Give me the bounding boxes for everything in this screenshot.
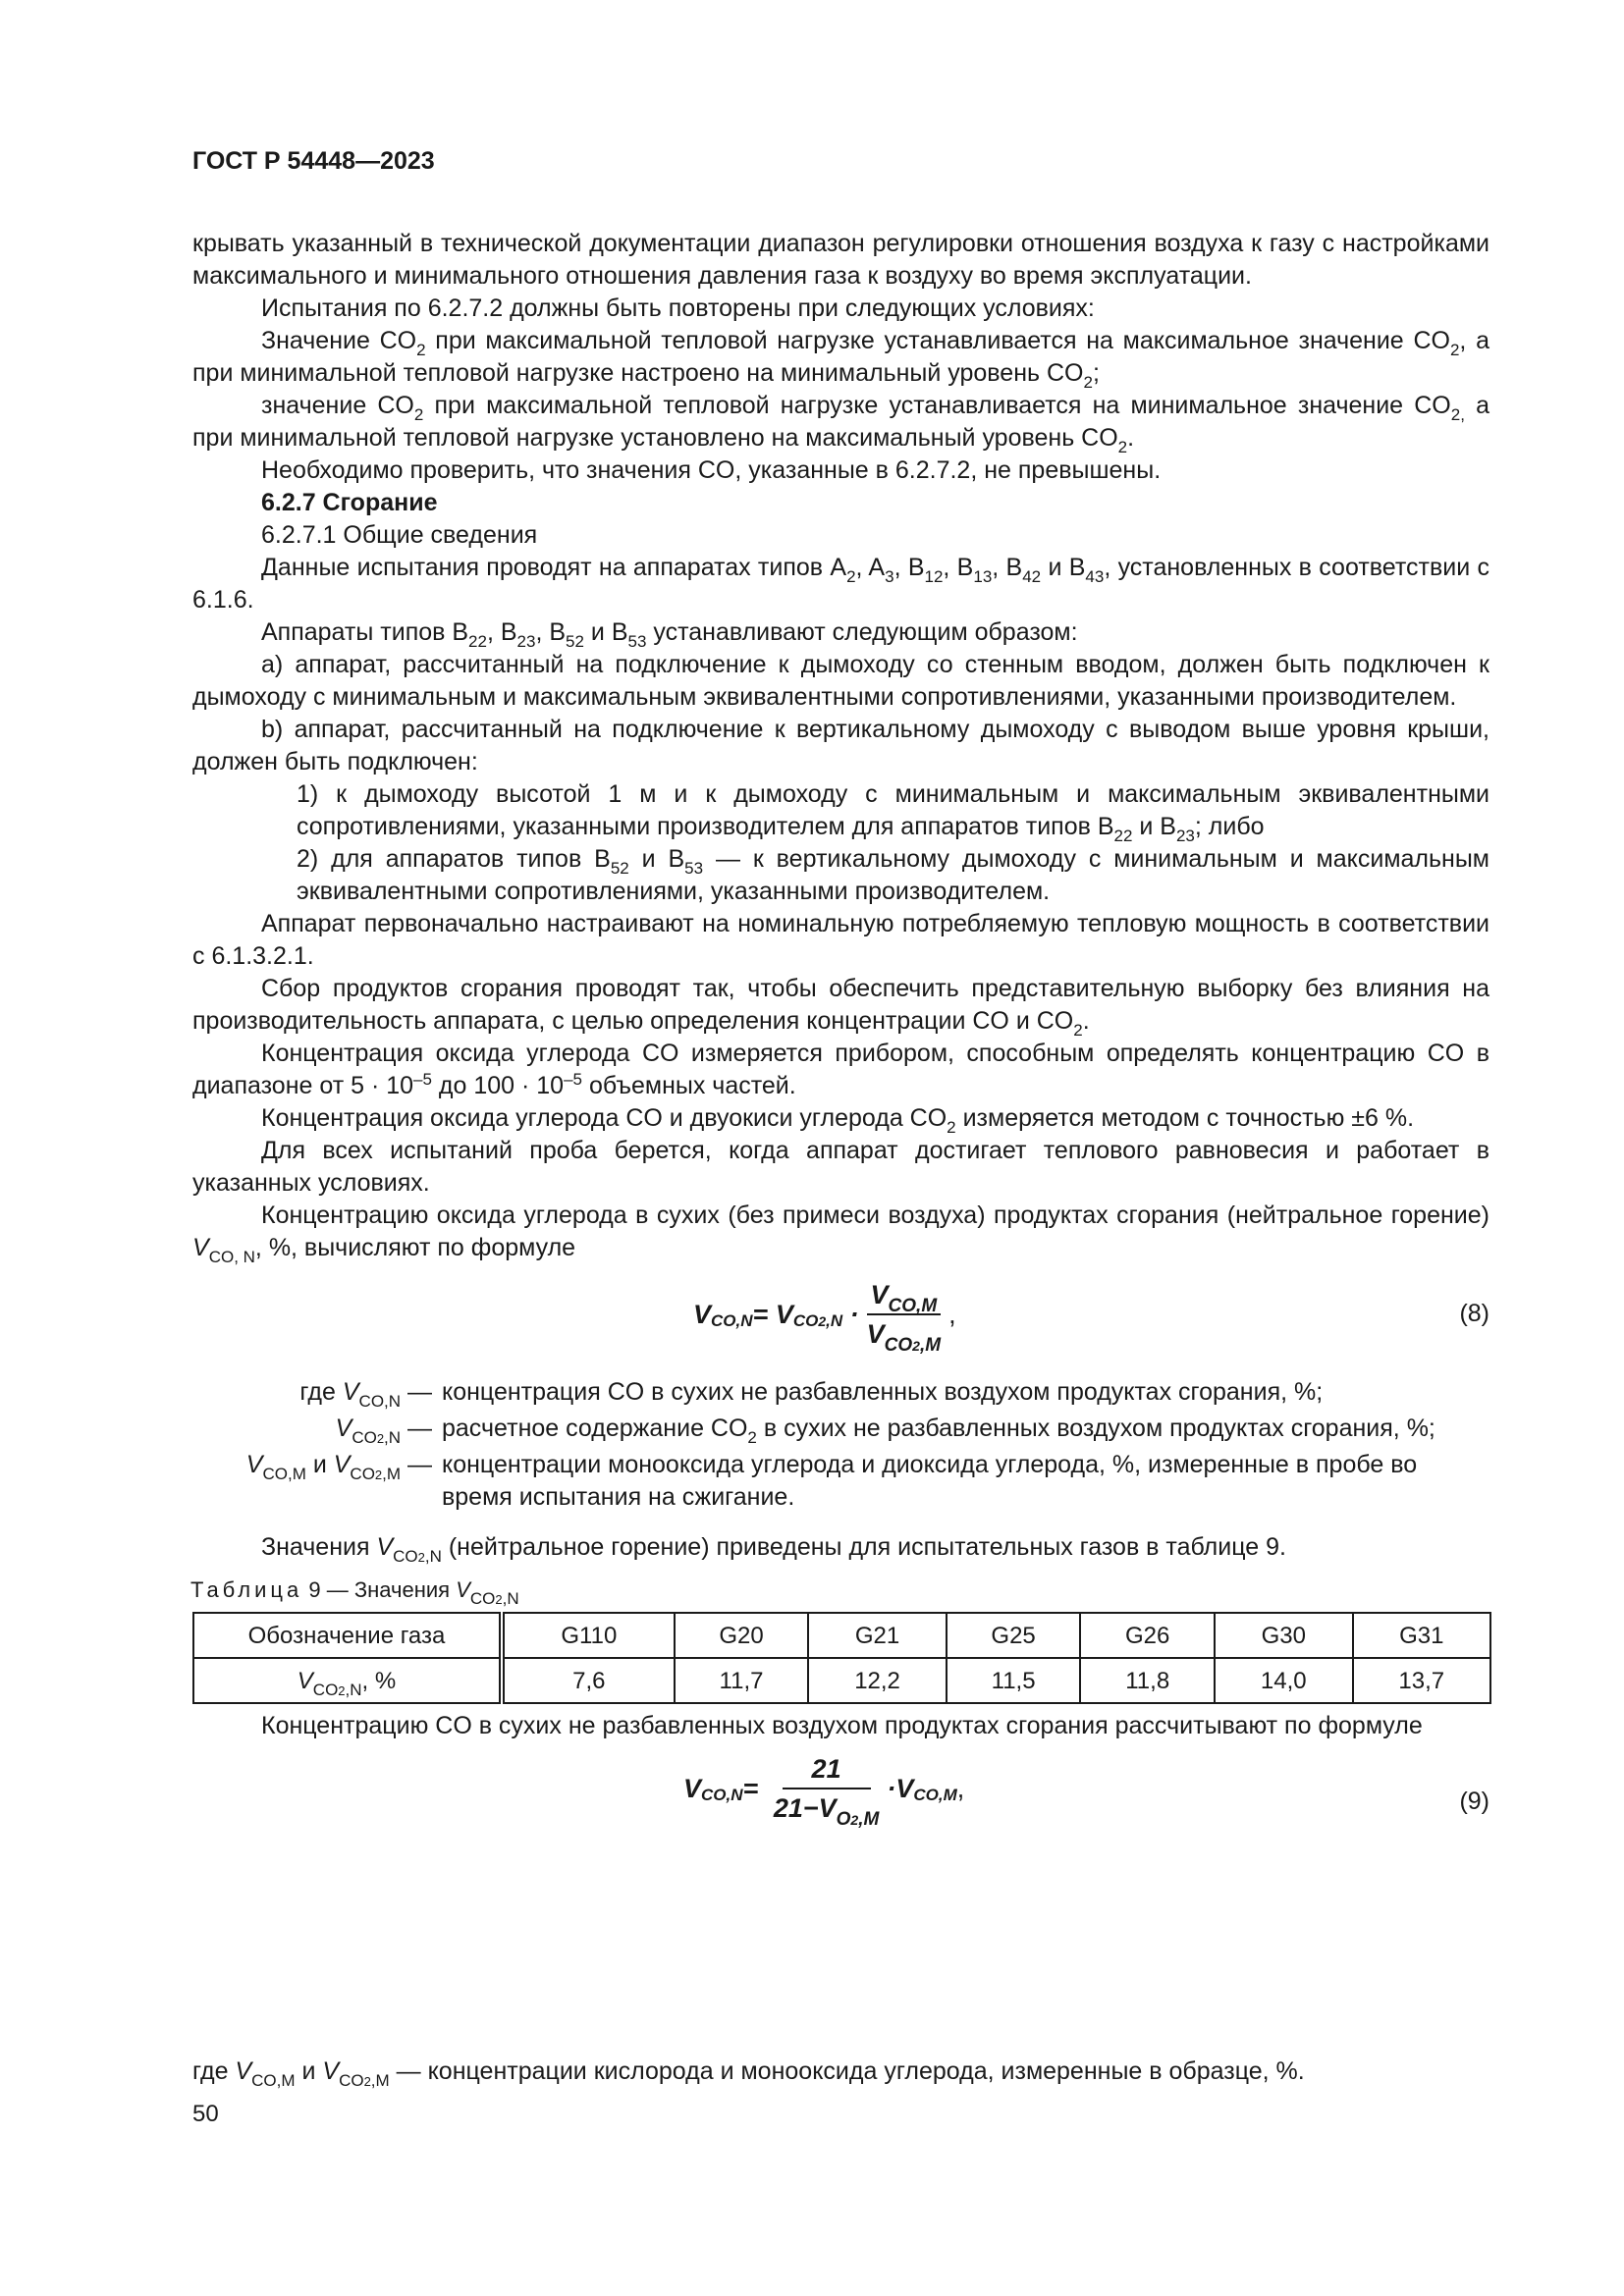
table-cell: G25 [947,1613,1081,1658]
section-heading: 6.2.7 Сгорание [261,489,438,516]
table-cell: G26 [1080,1613,1215,1658]
table-cell: 14,0 [1215,1658,1352,1703]
table-row [193,1658,1490,1703]
paragraph: Концентрация оксида углерода CO и двуокиси углерода $CO_2$ измеряется методом с точностью ±6 %. [261,1104,1415,1137]
table-cell: G21 [808,1613,946,1658]
table-cell: 13,7 [1353,1658,1491,1703]
paragraph: Сбор продуктов сгорания проводят так, чтобы обеспечить представительную выборку без влияния на производительность аппарата, с целью определения концентрации CO и $CO_2$. [192,975,1489,1040]
formula-expression: V $_{CO,N}$ = V $_{CO2,N}$ · $\frac{V_{CO,M}}{V_{CO2,M}}$ , [693,1279,956,1356]
table-header-cell: Обозначение газа [193,1613,502,1658]
paragraph: Значение $CO_2$ при максимальной тепловой нагрузке устанавливается на максимальное значение $CO_2$, а при минимальной тепловой нагрузке настроено на минимальный уровень $CO_2$; [192,327,1489,392]
table-cell: G31 [1353,1613,1491,1658]
paragraph: Концентрацию CO в сухих не разбавленных воздухом продуктах сгорания рассчитывают по формуле [261,1712,1423,1739]
definition-term: $V_{CO,M}$ и $V_{CO2,M}$ — [245,1451,432,1483]
table-cell: 7,6 [502,1658,675,1703]
table-caption: Таблица 9 — Значения $V_{CO2,N}$ [190,1577,519,1608]
document-header: ГОСТ Р 54448—2023 [192,147,435,175]
paragraph: Концентрация оксида углерода CO измеряется прибором, способным определять концентрацию CO в диапазоне от $5 \cdot 10^{-5}$ до $100 \cdot 10^{-5}$ объемных частей. [192,1040,1489,1099]
paragraph: значение $CO_2$ при максимальной тепловой нагрузке устанавливается на минимальное значение $CO_{2,}$ а при минимальной тепловой нагрузке установлено на максимальный уровень $CO_2$. [192,392,1489,456]
table-cell: 11,5 [947,1658,1081,1703]
formula-number: (8) [1459,1300,1489,1327]
list-item: b) аппарат, рассчитанный на подключение к вертикальному дымоходу с выводом выше уровня крыши, должен быть подключен: [192,716,1489,775]
table-cell: 11,8 [1080,1658,1215,1703]
definition-text: концентрация CO в сухих не разбавленных воздухом продуктах сгорания, %; [442,1378,1324,1406]
fraction: $\frac{V_{CO,M}}{V_{CO2,M}}$ [866,1279,942,1356]
formula-definitions [192,1376,1489,1514]
data-table [192,1612,1491,1704]
list-item: 2) для аппаратов типов $B_{52}$ и $B_{53}$ — к вертикальному дымоходу с минимальным и максимальным эквивалентными сопротивлениями, указанными производителем. [297,845,1489,905]
table-cell: G110 [502,1613,675,1658]
list-item: a) аппарат, рассчитанный на подключение к дымоходу со стенным вводом, должен быть подключен к дымоходу с минимальным и максимальным эквивалентными сопротивлениями, указанными производителем. [192,651,1489,711]
formula-number: (9) [1459,1788,1489,1815]
table-header-cell: $V_{CO2,N}$, % [193,1658,502,1703]
formula-8 [192,1272,1489,1357]
fraction: $\frac{21}{21-V_{O2,M}}$ [773,1753,880,1830]
table-cell: G20 [675,1613,809,1658]
paragraph: крывать указанный в технической документации диапазон регулировки отношения воздуха к газу с настройками максимального и минимального отношения давления газа к воздуху во время эксплуатации. [192,230,1489,290]
paragraph: Аппараты типов $B_{22}$, $B_{23}$, $B_{52}$ и $B_{53}$ устанавливают следующим образом: [261,618,1078,651]
paragraph: Испытания по 6.2.7.2 должны быть повторены при следующих условиях: [261,294,1095,322]
page-number: 50 [192,2101,219,2127]
page-content [192,145,1489,1841]
footnote-definition: где $V_{CO,M}$ и $V_{CO2,M}$ — концентрации кислорода и монооксида углерода, измеренные в образце, %. [192,2057,1305,2090]
definition-text: концентрации монооксида углерода и диоксида углерода, %, измеренные в пробе во время испытания на сжигание. [442,1451,1418,1511]
definition-text: расчетное содержание $CO_2$ в сухих не разбавленных воздухом продуктах сгорания, %; [442,1415,1435,1447]
paragraph: Концентрацию оксида углерода в сухих (без примеси воздуха) продуктах сгорания (нейтральное горение) $V_{CO, N}$, %, вычисляют по формуле [192,1201,1489,1266]
definition-term: $V_{CO2,N}$ — [335,1415,432,1447]
list-item: 1) к дымоходу высотой 1 м и к дымоходу с минимальным и максимальным эквивалентными сопротивлениями, указанными производителем для аппаратов типов $B_{22}$ и $B_{23}$; либо [297,780,1489,845]
formula-expression: V $_{CO,N}$ = $\frac{21}{21-V_{O2,M}}$ · V $_{CO,M}$ , [683,1753,965,1830]
paragraph: Значения $V_{CO2,N}$ (нейтральное горение) приведены для испытательных газов в таблице 9. [261,1533,1286,1566]
table-cell: 12,2 [808,1658,946,1703]
paragraph: Необходимо проверить, что значения CO, указанные в 6.2.7.2, не превышены. [261,456,1162,484]
paragraph: Аппарат первоначально настраивают на номинальную потребляемую тепловую мощность в соответствии с 6.1.3.2.1. [192,910,1489,970]
paragraph: Для всех испытаний проба берется, когда аппарат достигает теплового равновесия и работает в указанных условиях. [192,1137,1489,1197]
formula-9 [192,1744,1489,1833]
table-cell: 11,7 [675,1658,809,1703]
paragraph: Данные испытания проводят на аппаратах типов $A_2$, $A_3$, $B_{12}$, $B_{13}$, $B_{42}$ и $B_{43}$, установленных в соответствии с 6.1.6. [192,554,1489,614]
table-cell: G30 [1215,1613,1352,1658]
table-row [193,1613,1490,1658]
definition-term: где $V_{CO,N}$ — [299,1378,432,1411]
subsection-heading: 6.2.7.1 Общие сведения [261,521,538,549]
